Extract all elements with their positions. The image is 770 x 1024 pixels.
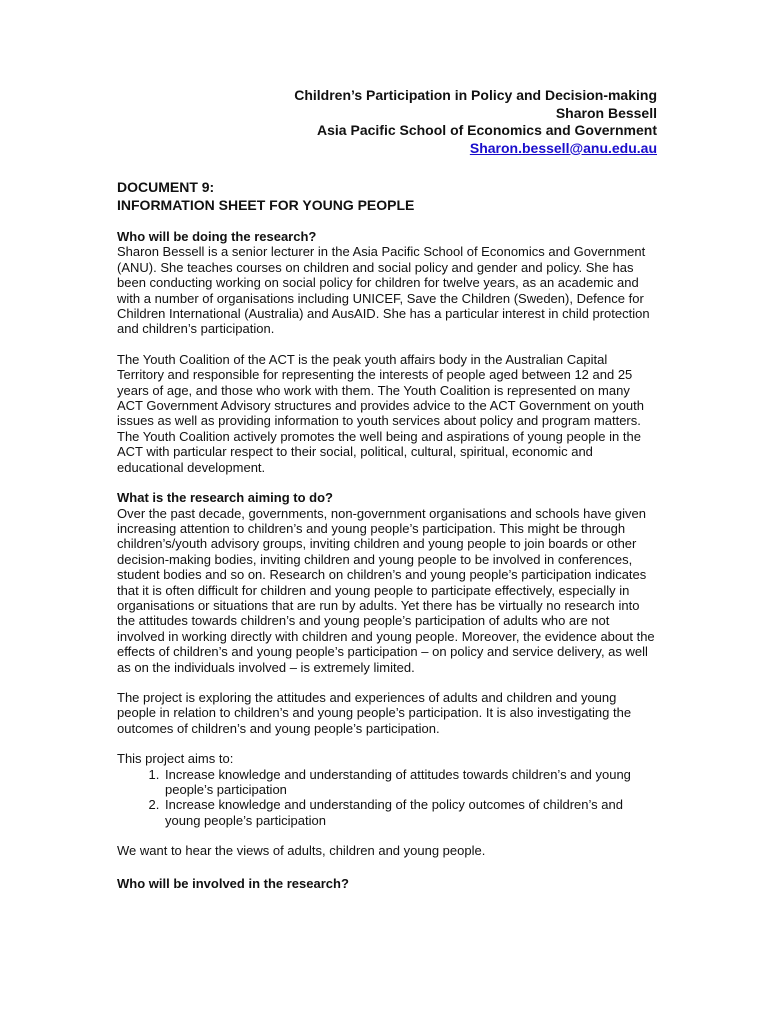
document-title [117, 179, 657, 214]
document-subtitle: INFORMATION SHEET FOR YOUNG PEOPLE [117, 196, 415, 213]
author-email-link[interactable]: Sharon.bessell@anu.edu.au [469, 139, 657, 156]
paragraph-project-exploring: The project is exploring the attitudes and experiences of adults and children and young people in relation to children’s and young people’s participation. It is also investigating the outcomes of children’s and young people’s participation. [117, 689, 632, 736]
aims-list [117, 767, 657, 829]
project-title: Children’s Participation in Policy and Decision-making [294, 87, 657, 103]
paragraph-aims-intro: This project aims to: [117, 751, 234, 767]
author-name: Sharon Bessell [555, 104, 657, 121]
heading-research-aim: What is the research aiming to do? [117, 490, 333, 506]
heading-who-research: Who will be doing the research? [117, 229, 317, 244]
school-name: Asia Pacific School of Economics and Government [317, 122, 657, 138]
list-item: 1. Increase knowledge and understanding of attitudes towards children’s and young people’s participation [163, 767, 657, 798]
paragraph-youth-coalition: The Youth Coalition of the ACT is the peak youth affairs body in the Australian Capital Territory and responsible for representing the interests of people aged between 12 and 25 years of age, and those who work with them. The Youth Coalition is represented on many ACT Government Advisory structures and provides advice to the ACT Government on youth issues as well as providing information to youth services about policy and program matters. The Youth Coalition actively promotes the well being and aspirations of young people in the ACT with particular respect to their social, political, cultural, spiritual, economic and educational development. [117, 351, 645, 475]
document-number: DOCUMENT 9: [117, 179, 215, 195]
paragraph-views-wanted: We want to hear the views of adults, children and young people. [117, 843, 486, 859]
document-page [117, 87, 657, 891]
paragraph-researcher-bio: Sharon Bessell is a senior lecturer in the Asia Pacific School of Economics and Government (ANU). She teaches courses on children and social policy and gender and policy. She has been conducting working on social policy for children for twelve years, as an academic and with a number of organisations including UNICEF, Save the Children (Sweden), Defence for Children International (Australia) and AusAID. She has a particular interest in child protection and children’s participation. [117, 244, 650, 337]
paragraph-research-background: Over the past decade, governments, non-government organisations and schools have given increasing attention to children’s and young people’s participation. This might be through children’s/youth advisory groups, inviting children and young people to join boards or other decision-making bodies, inviting children and young people to be involved in conferences, student bodies and so on. Research on children’s and young people’s participation indicates that it is often difficult for children and young people to participate effectively, especially in organisations or situations that are run by adults. Yet there has be virtually no research into the attitudes towards children’s and young people’s participation of adults who are not involved in working directly with children and young people. Moreover, the evidence about the effects of children’s and young people’s participation – on policy and service delivery, as well as on the individuals involved – is extremely limited. [117, 505, 655, 675]
list-item: 2. Increase knowledge and understanding of the policy outcomes of children’s and young people’s participation [163, 797, 657, 828]
document-header [117, 87, 657, 157]
heading-who-involved: Who will be involved in the research? [117, 875, 349, 891]
